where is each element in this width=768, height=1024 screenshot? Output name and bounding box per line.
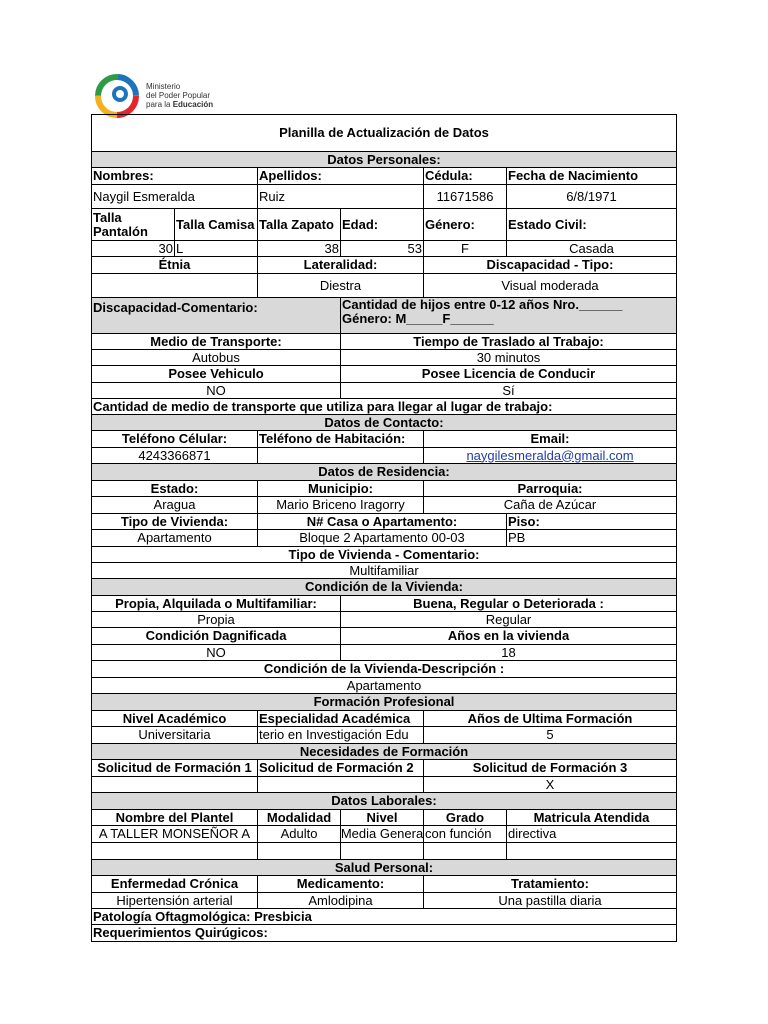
header-modalidad: Modalidad bbox=[258, 810, 341, 826]
value-municipio: Mario Briceno Iragorry bbox=[258, 497, 424, 514]
header-nivel-academico: Nivel Académico bbox=[92, 711, 258, 727]
data-update-form bbox=[91, 114, 677, 942]
value-etnia bbox=[92, 274, 258, 298]
header-talla-zapato: Talla Zapato bbox=[258, 209, 341, 241]
email-link[interactable]: naygilesmeralda@gmail.com bbox=[466, 448, 634, 463]
header-talla-pantalon: Talla Pantalón bbox=[92, 209, 175, 241]
section-datos-laborales: Datos Laborales: bbox=[92, 793, 676, 810]
value-medio-transporte: Autobus bbox=[92, 350, 341, 366]
header-anos-ultima-formacion: Años de Ultima Formación bbox=[424, 711, 676, 727]
header-discapacidad-comentario: Discapacidad-Comentario: bbox=[92, 298, 341, 334]
form-title: Planilla de Actualización de Datos bbox=[92, 115, 676, 152]
empty-cell bbox=[424, 843, 507, 860]
value-cedula: 11671586 bbox=[424, 185, 507, 209]
value-casa-apartamento: Bloque 2 Apartamento 00-03 bbox=[258, 530, 507, 547]
header-talla-camisa: Talla Camisa bbox=[175, 209, 258, 241]
header-solicitud-formacion-2: Solicitud de Formación 2 bbox=[258, 760, 424, 777]
header-telefono-celular: Teléfono Célular: bbox=[92, 431, 258, 448]
header-especialidad-academica: Especialidad Académica bbox=[258, 711, 424, 727]
empty-cell bbox=[341, 843, 424, 860]
value-condicion-descripcion: Apartamento bbox=[92, 678, 676, 694]
value-tipo-vivienda-comentario: Multifamiliar bbox=[92, 563, 676, 579]
ministry-logo-text bbox=[146, 82, 213, 109]
header-nombres: Nombres: bbox=[92, 168, 258, 185]
value-modalidad: Adulto bbox=[258, 826, 341, 843]
value-matricula-atendida: directiva bbox=[507, 826, 676, 843]
header-anos-vivienda: Años en la vivienda bbox=[341, 628, 676, 645]
value-condicion-dagnificada: NO bbox=[92, 645, 341, 661]
value-genero: F bbox=[424, 241, 507, 257]
value-tiempo-traslado: 30 minutos bbox=[341, 350, 676, 366]
value-talla-camisa: L bbox=[175, 241, 258, 257]
value-anos-vivienda: 18 bbox=[341, 645, 676, 661]
value-buena-regular: Regular bbox=[341, 612, 676, 628]
header-email: Email: bbox=[424, 431, 676, 448]
empty-cell bbox=[92, 843, 258, 860]
header-matricula-atendida: Matricula Atendida bbox=[507, 810, 676, 826]
value-especialidad-academica: terio en Investigación Edu bbox=[258, 727, 424, 744]
value-tipo-vivienda: Apartamento bbox=[92, 530, 258, 547]
section-datos-residencia: Datos de Residencia: bbox=[92, 464, 676, 481]
value-solicitud-formacion-3: X bbox=[424, 777, 676, 793]
header-casa-apartamento: N# Casa o Apartamento: bbox=[258, 514, 507, 530]
value-parroquia: Caña de Azúcar bbox=[424, 497, 676, 514]
header-estado-civil: Estado Civil: bbox=[507, 209, 676, 241]
header-nombre-plantel: Nombre del Plantel bbox=[92, 810, 258, 826]
header-fecha-nacimiento: Fecha de Nacimiento bbox=[507, 168, 676, 185]
value-licencia-conducir: Sí bbox=[341, 383, 676, 399]
value-medicamento: Amlodipina bbox=[258, 893, 424, 909]
header-piso: Piso: bbox=[507, 514, 676, 530]
value-posee-vehiculo: NO bbox=[92, 383, 341, 399]
value-nivel: Media Genera bbox=[341, 826, 424, 841]
hijos-nro-line: Cantidad de hijos entre 0-12 años Nro.______ bbox=[342, 298, 623, 312]
value-email bbox=[424, 448, 676, 464]
logo-line-3a: para la bbox=[146, 100, 173, 109]
header-solicitud-formacion-1: Solicitud de Formación 1 bbox=[92, 760, 258, 777]
header-genero: Género: bbox=[424, 209, 507, 241]
value-solicitud-formacion-1 bbox=[92, 777, 258, 793]
header-etnia: Étnia bbox=[92, 257, 258, 274]
value-edad: 53 bbox=[341, 241, 424, 257]
value-lateralidad: Diestra bbox=[258, 274, 424, 298]
logo-line-3b: Educación bbox=[172, 100, 214, 109]
header-medicamento: Medicamento: bbox=[258, 876, 424, 893]
ministry-logo-icon bbox=[94, 72, 142, 118]
header-medio-transporte: Medio de Transporte: bbox=[92, 334, 341, 350]
value-nombre-plantel: A TALLER MONSEÑOR A bbox=[92, 826, 258, 843]
header-condicion-descripcion: Condición de la Vivienda-Descripción : bbox=[92, 661, 676, 678]
header-grado: Grado bbox=[424, 810, 507, 826]
section-datos-personales: Datos Personales: bbox=[92, 152, 676, 168]
hijos-genero-line: Género: M_____F______ bbox=[342, 311, 494, 326]
header-tratamiento: Tratamiento: bbox=[424, 876, 676, 893]
value-discapacidad-tipo: Visual moderada bbox=[424, 274, 676, 298]
requerimientos-quirurgicos: Requerimientos Quirúgicos: bbox=[93, 925, 268, 940]
header-discapacidad-tipo: Discapacidad - Tipo: bbox=[424, 257, 676, 274]
ministry-logo bbox=[94, 72, 234, 118]
header-propia-alquilada: Propia, Alquilada o Multifamiliar: bbox=[92, 596, 341, 612]
value-apellidos: Ruiz bbox=[258, 185, 424, 209]
value-grado: con función bbox=[424, 826, 507, 843]
header-condicion-dagnificada: Condición Dagnificada bbox=[92, 628, 341, 645]
header-cedula: Cédula: bbox=[424, 168, 507, 185]
header-licencia-conducir: Posee Licencia de Conducir bbox=[341, 366, 676, 383]
header-edad: Edad: bbox=[341, 209, 424, 241]
header-apellidos: Apellidos: bbox=[258, 168, 424, 185]
value-estado: Aragua bbox=[92, 497, 258, 514]
value-tratamiento: Una pastilla diaria bbox=[424, 893, 676, 909]
value-talla-zapato: 38 bbox=[258, 241, 341, 257]
logo-line-1: Ministerio bbox=[146, 82, 181, 91]
value-propia-alquilada: Propia bbox=[92, 612, 341, 628]
section-salud-personal: Salud Personal: bbox=[92, 860, 676, 876]
header-lateralidad: Lateralidad: bbox=[258, 257, 424, 274]
header-tipo-vivienda-comentario: Tipo de Vivienda - Comentario: bbox=[92, 547, 676, 563]
value-fecha-nacimiento: 6/8/1971 bbox=[507, 185, 676, 209]
header-posee-vehiculo: Posee Vehiculo bbox=[92, 366, 341, 383]
value-solicitud-formacion-2 bbox=[258, 777, 424, 793]
header-estado: Estado: bbox=[92, 481, 258, 497]
header-parroquia: Parroquia: bbox=[424, 481, 676, 497]
empty-cell bbox=[507, 843, 676, 860]
value-nombres: Naygil Esmeralda bbox=[92, 185, 258, 209]
value-enfermedad-cronica: Hipertensión arterial bbox=[92, 893, 258, 909]
value-nivel-academico: Universitaria bbox=[92, 727, 258, 744]
header-telefono-habitacion: Teléfono de Habitación: bbox=[258, 431, 424, 448]
patologia-oftalmologica: Patología Oftagmológica: Presbicia bbox=[92, 909, 676, 925]
header-enfermedad-cronica: Enfermedad Crónica bbox=[92, 876, 258, 893]
header-cantidad-hijos bbox=[341, 298, 676, 334]
value-estado-civil: Casada bbox=[507, 241, 676, 257]
value-anos-ultima-formacion: 5 bbox=[424, 727, 676, 744]
header-buena-regular: Buena, Regular o Deteriorada : bbox=[341, 596, 676, 612]
header-solicitud-formacion-3: Solicitud de Formación 3 bbox=[424, 760, 676, 777]
section-condicion-vivienda: Condición de la Vivienda: bbox=[92, 579, 676, 596]
logo-line-2: del Poder Popular bbox=[146, 91, 211, 100]
cantidad-transporte: Cantidad de medio de transporte que utiliza para llegar al lugar de trabajo: bbox=[92, 399, 676, 415]
value-talla-pantalon: 30 bbox=[92, 241, 175, 257]
value-telefono-celular: 4243366871 bbox=[92, 448, 258, 464]
header-municipio: Municipio: bbox=[258, 481, 424, 497]
value-telefono-habitacion bbox=[258, 448, 424, 464]
section-formacion-profesional: Formación Profesional bbox=[92, 694, 676, 711]
header-nivel: Nivel bbox=[341, 810, 424, 826]
section-necesidades-formacion: Necesidades de Formación bbox=[92, 744, 676, 760]
value-piso: PB bbox=[507, 530, 676, 547]
empty-cell bbox=[258, 843, 341, 860]
header-tipo-vivienda: Tipo de Vivienda: bbox=[92, 514, 258, 530]
section-datos-contacto: Datos de Contacto: bbox=[92, 415, 676, 431]
header-tiempo-traslado: Tiempo de Traslado al Trabajo: bbox=[341, 334, 676, 350]
